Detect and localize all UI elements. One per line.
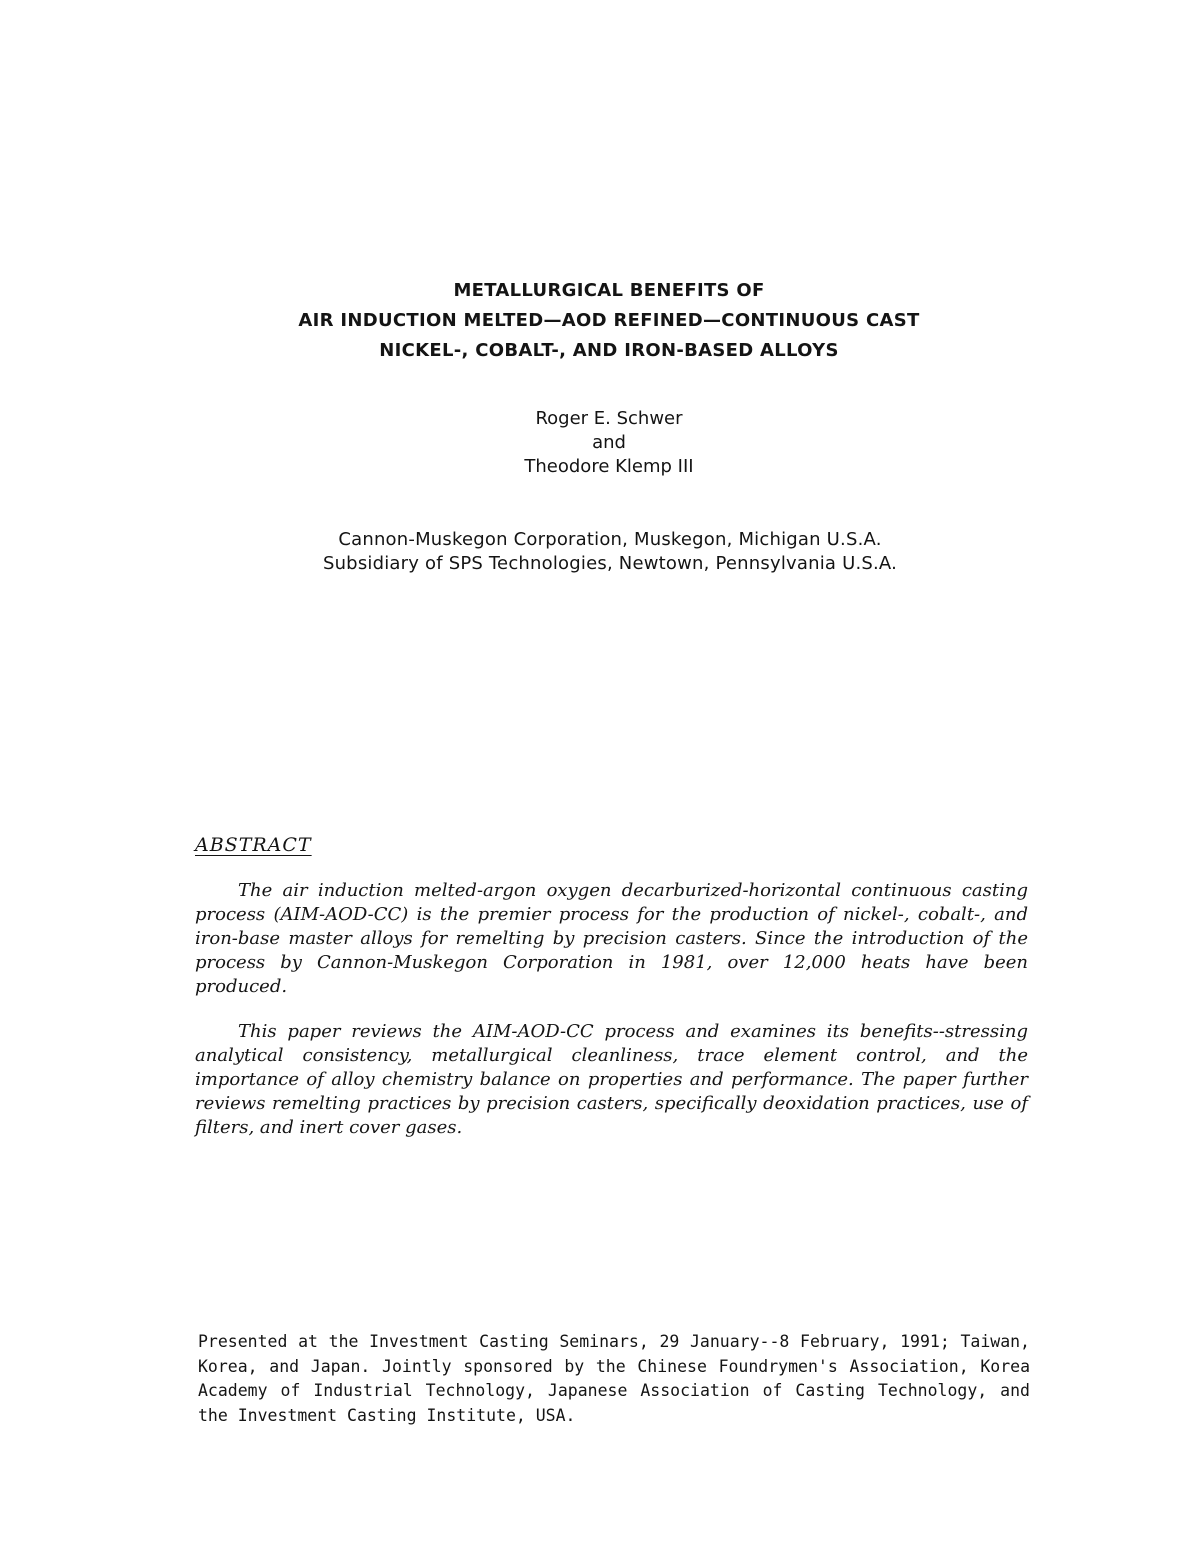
title-line-3: NICKEL-, COBALT-, AND IRON-BASED ALLOYS bbox=[379, 340, 839, 361]
abstract-paragraph-1: The air induction melted-argon oxygen decarburized-horizontal continuous casting process (AIM-AOD-CC) is the premier process for the production of nickel-, cobalt-, and iron-base master alloys for remelting by precision casters. Since the introduction of the process by Cannon-Muskegon Corporation in 1981, over 12,000 heats have been produced. bbox=[195, 880, 1028, 997]
author-conjunction: and bbox=[592, 432, 626, 453]
author-block bbox=[0, 407, 1200, 479]
affiliation-block bbox=[0, 528, 1200, 576]
author-name-1: Roger E. Schwer bbox=[535, 408, 683, 429]
paper-title bbox=[0, 276, 1200, 366]
title-line-2: AIR INDUCTION MELTED—AOD REFINED—CONTINUOUS CAST bbox=[298, 310, 920, 331]
abstract-paragraph-2: This paper reviews the AIM-AOD-CC process and examines its benefits--stressing analytical consistency, metallurgical cleanliness, trace element control, and the importance of alloy chemistry balance on properties and performance. The paper further reviews remelting practices by precision casters, specifically deoxidation practices, use of filters, and inert cover gases. bbox=[195, 1021, 1028, 1138]
affiliation-line-2: Subsidiary of SPS Technologies, Newtown, Pennsylvania U.S.A. bbox=[322, 553, 898, 574]
title-line-1: METALLURGICAL BENEFITS OF bbox=[453, 280, 765, 301]
abstract-heading: ABSTRACT bbox=[195, 834, 312, 856]
presentation-footnote: Presented at the Investment Casting Seminars, 29 January--8 February, 1991; Taiwan, Korea, and Japan. Jointly sponsored by the Chinese Foundrymen's Association, Korea Academy of Industrial Technology, Japanese Association of Casting Technology, and the Investment Casting Institute, USA. bbox=[198, 1332, 1030, 1425]
affiliation-line-1: Cannon-Muskegon Corporation, Muskegon, Michigan U.S.A. bbox=[338, 529, 882, 550]
author-name-2: Theodore Klemp III bbox=[524, 456, 694, 477]
